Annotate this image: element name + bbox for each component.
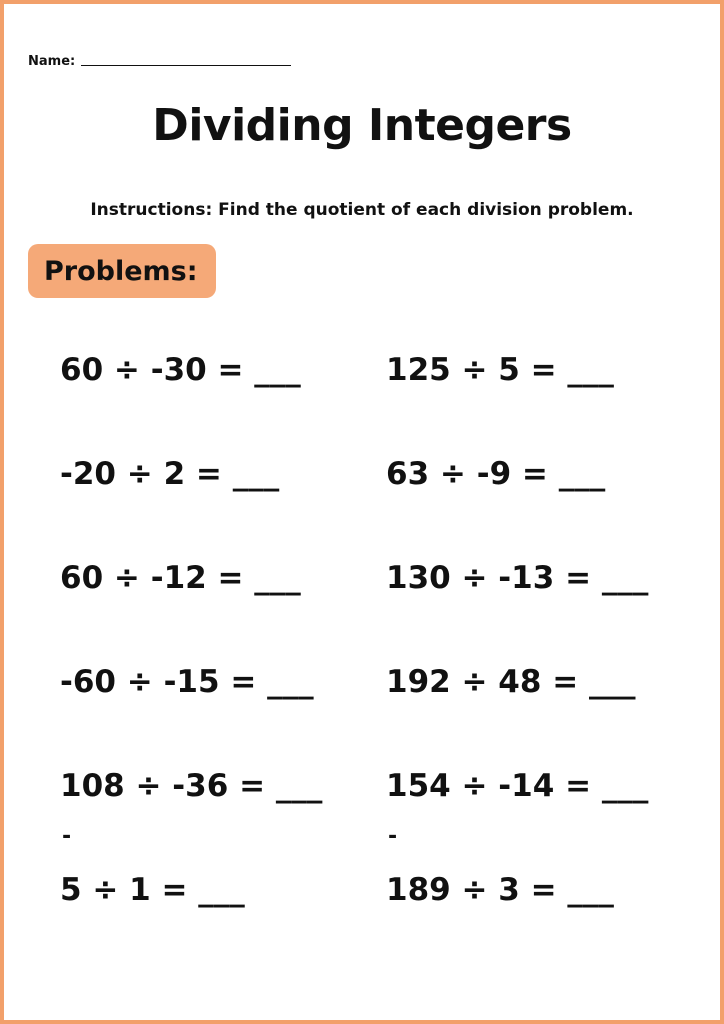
problem-3: -20 ÷ 2 = ___ bbox=[60, 456, 280, 492]
problem-4: 63 ÷ -9 = ___ bbox=[386, 456, 606, 492]
problems-section-label: Problems: bbox=[44, 255, 198, 287]
name-field-row bbox=[28, 54, 291, 69]
problem-7: -60 ÷ -15 = ___ bbox=[60, 664, 314, 700]
instructions-text: Instructions: Find the quotient of each division problem. bbox=[90, 200, 634, 220]
problem-12: 189 ÷ 3 = ___ bbox=[386, 872, 614, 908]
problems-section-badge bbox=[28, 244, 216, 298]
stray-dash-left: - bbox=[62, 824, 72, 849]
page-title: Dividing Integers bbox=[152, 100, 572, 151]
problem-6: 130 ÷ -13 = ___ bbox=[386, 560, 649, 596]
problem-10: 154 ÷ -14 = ___ bbox=[386, 768, 649, 804]
name-label: Name: bbox=[28, 54, 76, 69]
problem-5: 60 ÷ -12 = ___ bbox=[60, 560, 301, 596]
name-blank-line[interactable] bbox=[81, 65, 291, 66]
problem-11: 5 ÷ 1 = ___ bbox=[60, 872, 245, 908]
problem-2: 125 ÷ 5 = ___ bbox=[386, 352, 614, 388]
problem-8: 192 ÷ 48 = ___ bbox=[386, 664, 636, 700]
stray-dash-right: - bbox=[388, 824, 398, 849]
problem-9: 108 ÷ -36 = ___ bbox=[60, 768, 323, 804]
problem-1: 60 ÷ -30 = ___ bbox=[60, 352, 301, 388]
